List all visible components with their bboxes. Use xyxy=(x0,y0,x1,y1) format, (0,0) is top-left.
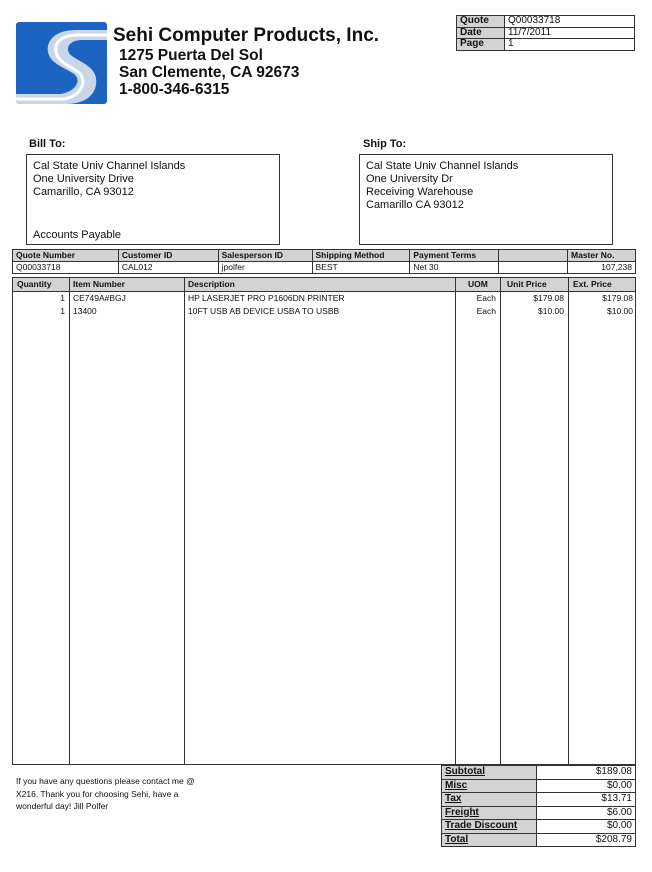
info-header: Payment Terms xyxy=(410,250,499,262)
column-divider xyxy=(455,278,456,764)
ship-to-box xyxy=(359,154,613,245)
info-header: Customer ID xyxy=(118,250,218,262)
ship-to-line: Cal State Univ Channel Islands xyxy=(366,160,519,172)
bill-to-line: One University Drive xyxy=(33,173,134,185)
tax-label: Tax xyxy=(442,793,537,807)
bill-to-attention: Accounts Payable xyxy=(33,229,122,241)
item-number: CE749A#BGJ xyxy=(73,293,126,303)
misc-label: Misc xyxy=(442,779,537,793)
order-info-table xyxy=(12,249,636,274)
item-unit-price: $10.00 xyxy=(538,306,564,316)
item-description: 10FT USB AB DEVICE USBA TO USBB xyxy=(188,306,340,316)
quote-info-box xyxy=(456,15,635,51)
item-uom: Each xyxy=(476,306,496,316)
company-address-line2: San Clemente, CA 92673 xyxy=(119,64,300,81)
bill-to-line: Cal State Univ Channel Islands xyxy=(33,160,186,172)
sehi-logo-graphic xyxy=(16,22,107,104)
date-value: 11/7/2011 xyxy=(505,27,635,39)
column-divider xyxy=(568,278,569,764)
info-header: Master No. xyxy=(568,250,636,262)
company-phone: 1-800-346-6315 xyxy=(119,81,230,98)
bill-to-box xyxy=(26,154,280,245)
column-divider xyxy=(500,278,501,764)
total-value: $208.79 xyxy=(537,833,636,847)
bill-to-line: Camarillo, CA 93012 xyxy=(33,186,134,198)
items-header-ext-price: Ext. Price xyxy=(573,279,612,289)
page-label: Page xyxy=(457,39,505,51)
totals-table xyxy=(441,765,636,847)
company-address-line1: 1275 Puerta Del Sol xyxy=(119,47,263,64)
bill-to-title: Bill To: xyxy=(29,138,66,150)
info-value-quote-number: Q00033718 xyxy=(13,262,119,274)
info-value-master-no: 107,238 xyxy=(568,262,636,274)
trade-discount-label: Trade Discount xyxy=(442,820,537,834)
item-quantity: 1 xyxy=(60,306,65,316)
items-header-quantity: Quantity xyxy=(17,279,52,289)
freight-value: $6.00 xyxy=(537,806,636,820)
info-value-customer-id: CAL012 xyxy=(118,262,218,274)
quote-label: Quote xyxy=(457,16,505,28)
company-name: Sehi Computer Products, Inc. xyxy=(113,25,380,46)
info-value-payment-terms: Net 30 xyxy=(410,262,499,274)
line-items-table xyxy=(12,277,636,765)
freight-label: Freight xyxy=(442,806,537,820)
info-header: Salesperson ID xyxy=(218,250,312,262)
column-divider xyxy=(184,278,185,764)
ship-to-line: Receiving Warehouse xyxy=(366,186,474,198)
info-header: Shipping Method xyxy=(312,250,410,262)
sehi-logo-icon xyxy=(16,22,107,104)
items-header-uom: UOM xyxy=(468,279,488,289)
item-uom: Each xyxy=(476,293,496,303)
items-header-item-number: Item Number xyxy=(73,279,125,289)
closing-note: If you have any questions please contact me @ X216. Thank you for choosing Sehi, have a wonderful day! Jill Polfer xyxy=(16,776,195,811)
trade-discount-value: $0.00 xyxy=(537,820,636,834)
item-unit-price: $179.08 xyxy=(533,293,564,303)
item-ext-price: $10.00 xyxy=(607,306,633,316)
items-header-unit-price: Unit Price xyxy=(507,279,547,289)
quote-value: Q00033718 xyxy=(505,16,635,28)
item-quantity: 1 xyxy=(60,293,65,303)
items-header-description: Description xyxy=(188,279,235,289)
info-header: Quote Number xyxy=(13,250,119,262)
tax-value: $13.71 xyxy=(537,793,636,807)
item-description: HP LASERJET PRO P1606DN PRINTER xyxy=(188,293,345,303)
misc-value: $0.00 xyxy=(537,779,636,793)
date-label: Date xyxy=(457,27,505,39)
item-number: 13400 xyxy=(73,306,97,316)
subtotal-value: $189.08 xyxy=(537,766,636,780)
info-value-shipping-method: BEST xyxy=(312,262,410,274)
info-value-blank xyxy=(499,262,568,274)
ship-to-line: One University Dr xyxy=(366,173,453,185)
ship-to-title: Ship To: xyxy=(363,138,407,150)
page-value: 1 xyxy=(505,39,635,51)
info-header xyxy=(499,250,568,262)
subtotal-label: Subtotal xyxy=(442,766,537,780)
info-value-salesperson-id: jpolfer xyxy=(218,262,312,274)
column-divider xyxy=(69,278,70,764)
ship-to-line: Camarillo CA 93012 xyxy=(366,199,464,211)
total-label: Total xyxy=(442,833,537,847)
item-ext-price: $179.08 xyxy=(602,293,633,303)
